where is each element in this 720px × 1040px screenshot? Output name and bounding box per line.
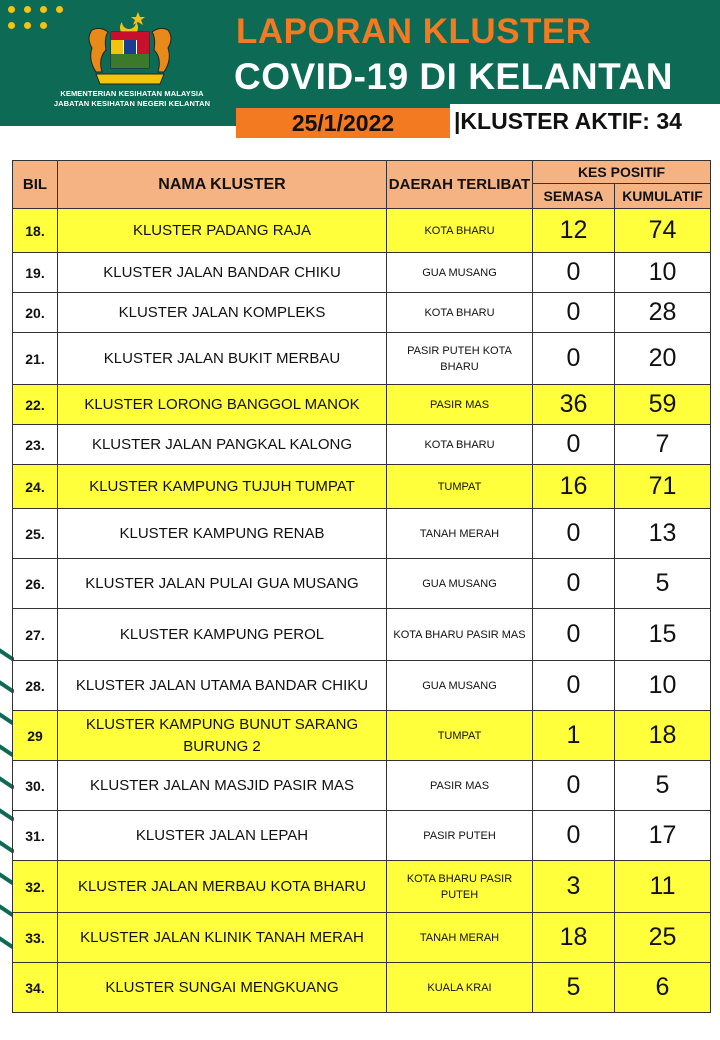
cell-bil: 25.: [13, 509, 58, 559]
cell-bil: 27.: [13, 609, 58, 661]
report-title-line-1: LAPORAN KLUSTER: [236, 12, 592, 51]
cell-bil: 31.: [13, 811, 58, 861]
cell-kumulatif: 13: [615, 509, 711, 559]
cell-semasa: 16: [533, 465, 615, 509]
cell-bil: 34.: [13, 963, 58, 1013]
cell-daerah-terlibat: PASIR PUTEH: [387, 811, 533, 861]
cell-nama-kluster: KLUSTER JALAN BANDAR CHIKU: [58, 253, 387, 293]
active-cluster-count: |KLUSTER AKTIF: 34: [450, 104, 720, 138]
cell-daerah-terlibat: GUA MUSANG: [387, 661, 533, 711]
table-row: [13, 509, 711, 559]
cell-daerah-terlibat: KOTA BHARU PASIR PUTEH: [387, 861, 533, 913]
table-row: [13, 861, 711, 913]
cell-semasa: 0: [533, 293, 615, 333]
cell-kumulatif: 18: [615, 711, 711, 761]
cell-semasa: 0: [533, 333, 615, 385]
cell-nama-kluster: KLUSTER KAMPUNG BUNUT SARANG BURUNG 2: [58, 711, 387, 761]
ministry-name: [44, 89, 220, 109]
cell-nama-kluster: KLUSTER KAMPUNG TUJUH TUMPAT: [58, 465, 387, 509]
cluster-table: [12, 160, 711, 1013]
col-header-kes-positif: KES POSITIF: [533, 161, 711, 184]
cell-daerah-terlibat: KOTA BHARU PASIR MAS: [387, 609, 533, 661]
cell-semasa: 12: [533, 209, 615, 253]
cell-bil: 21.: [13, 333, 58, 385]
table-row: [13, 811, 711, 861]
table-row: [13, 465, 711, 509]
cell-bil: 19.: [13, 253, 58, 293]
table-row: [13, 711, 711, 761]
cell-kumulatif: 5: [615, 761, 711, 811]
cell-kumulatif: 28: [615, 293, 711, 333]
cell-daerah-terlibat: TUMPAT: [387, 711, 533, 761]
cell-nama-kluster: KLUSTER JALAN MERBAU KOTA BHARU: [58, 861, 387, 913]
cell-nama-kluster: KLUSTER JALAN MASJID PASIR MAS: [58, 761, 387, 811]
cell-bil: 29: [13, 711, 58, 761]
table-row: [13, 761, 711, 811]
ministry-line-1: KEMENTERIAN KESIHATAN MALAYSIA: [60, 89, 204, 98]
malaysia-coat-of-arms-icon: [78, 8, 182, 88]
cell-kumulatif: 10: [615, 661, 711, 711]
cell-bil: 24.: [13, 465, 58, 509]
cell-daerah-terlibat: GUA MUSANG: [387, 253, 533, 293]
cell-nama-kluster: KLUSTER JALAN KOMPLEKS: [58, 293, 387, 333]
cell-bil: 23.: [13, 425, 58, 465]
cell-daerah-terlibat: TUMPAT: [387, 465, 533, 509]
cell-nama-kluster: KLUSTER KAMPUNG PEROL: [58, 609, 387, 661]
cell-nama-kluster: KLUSTER JALAN UTAMA BANDAR CHIKU: [58, 661, 387, 711]
table-row: [13, 253, 711, 293]
cell-semasa: 5: [533, 963, 615, 1013]
cell-nama-kluster: KLUSTER JALAN LEPAH: [58, 811, 387, 861]
cell-semasa: 0: [533, 811, 615, 861]
cell-kumulatif: 7: [615, 425, 711, 465]
cell-semasa: 3: [533, 861, 615, 913]
cell-semasa: 0: [533, 253, 615, 293]
ministry-line-2: JABATAN KESIHATAN NEGERI KELANTAN: [53, 99, 211, 108]
col-header-nama-kluster: NAMA KLUSTER: [58, 161, 387, 209]
cell-bil: 28.: [13, 661, 58, 711]
col-header-kumulatif: KUMULATIF: [615, 184, 711, 209]
cell-bil: 20.: [13, 293, 58, 333]
cell-nama-kluster: KLUSTER PADANG RAJA: [58, 209, 387, 253]
table-row: [13, 661, 711, 711]
cell-semasa: 0: [533, 559, 615, 609]
cell-semasa: 36: [533, 385, 615, 425]
cell-bil: 22.: [13, 385, 58, 425]
cell-daerah-terlibat: KOTA BHARU: [387, 293, 533, 333]
cell-bil: 30.: [13, 761, 58, 811]
cell-nama-kluster: KLUSTER JALAN KLINIK TANAH MERAH: [58, 913, 387, 963]
cell-nama-kluster: KLUSTER JALAN PANGKAL KALONG: [58, 425, 387, 465]
cell-kumulatif: 20: [615, 333, 711, 385]
cell-kumulatif: 5: [615, 559, 711, 609]
report-title-line-2: COVID-19 DI KELANTAN: [234, 56, 673, 97]
cell-nama-kluster: KLUSTER LORONG BANGGOL MANOK: [58, 385, 387, 425]
cell-nama-kluster: KLUSTER JALAN BUKIT MERBAU: [58, 333, 387, 385]
report-date: 25/1/2022: [236, 108, 450, 138]
table-row: [13, 333, 711, 385]
cell-semasa: 0: [533, 761, 615, 811]
cell-kumulatif: 71: [615, 465, 711, 509]
table-row: [13, 293, 711, 333]
cell-bil: 26.: [13, 559, 58, 609]
table-row: [13, 425, 711, 465]
table-row: [13, 913, 711, 963]
cell-kumulatif: 74: [615, 209, 711, 253]
cell-semasa: 0: [533, 425, 615, 465]
cell-semasa: 18: [533, 913, 615, 963]
col-header-daerah-terlibat: DAERAH TERLIBAT: [387, 161, 533, 209]
cell-bil: 18.: [13, 209, 58, 253]
cell-bil: 32.: [13, 861, 58, 913]
cell-nama-kluster: KLUSTER SUNGAI MENGKUANG: [58, 963, 387, 1013]
cell-kumulatif: 6: [615, 963, 711, 1013]
table-row: [13, 385, 711, 425]
cell-nama-kluster: KLUSTER KAMPUNG RENAB: [58, 509, 387, 559]
table-row: [13, 963, 711, 1013]
cell-kumulatif: 15: [615, 609, 711, 661]
cell-kumulatif: 10: [615, 253, 711, 293]
table-row: [13, 559, 711, 609]
cell-semasa: 0: [533, 509, 615, 559]
cell-kumulatif: 11: [615, 861, 711, 913]
cell-daerah-terlibat: TANAH MERAH: [387, 913, 533, 963]
table-row: [13, 609, 711, 661]
decorative-dots: [8, 6, 78, 46]
cell-bil: 33.: [13, 913, 58, 963]
cell-kumulatif: 25: [615, 913, 711, 963]
cell-daerah-terlibat: KUALA KRAI: [387, 963, 533, 1013]
cell-daerah-terlibat: PASIR MAS: [387, 385, 533, 425]
cell-daerah-terlibat: TANAH MERAH: [387, 509, 533, 559]
cell-daerah-terlibat: GUA MUSANG: [387, 559, 533, 609]
cell-kumulatif: 17: [615, 811, 711, 861]
cell-daerah-terlibat: PASIR MAS: [387, 761, 533, 811]
cell-semasa: 1: [533, 711, 615, 761]
cell-semasa: 0: [533, 661, 615, 711]
table-row: [13, 209, 711, 253]
cell-semasa: 0: [533, 609, 615, 661]
cell-kumulatif: 59: [615, 385, 711, 425]
cell-daerah-terlibat: KOTA BHARU: [387, 425, 533, 465]
cell-nama-kluster: KLUSTER JALAN PULAI GUA MUSANG: [58, 559, 387, 609]
cell-daerah-terlibat: PASIR PUTEH KOTA BHARU: [387, 333, 533, 385]
col-header-bil: BIL: [13, 161, 58, 209]
col-header-semasa: SEMASA: [533, 184, 615, 209]
cell-daerah-terlibat: KOTA BHARU: [387, 209, 533, 253]
